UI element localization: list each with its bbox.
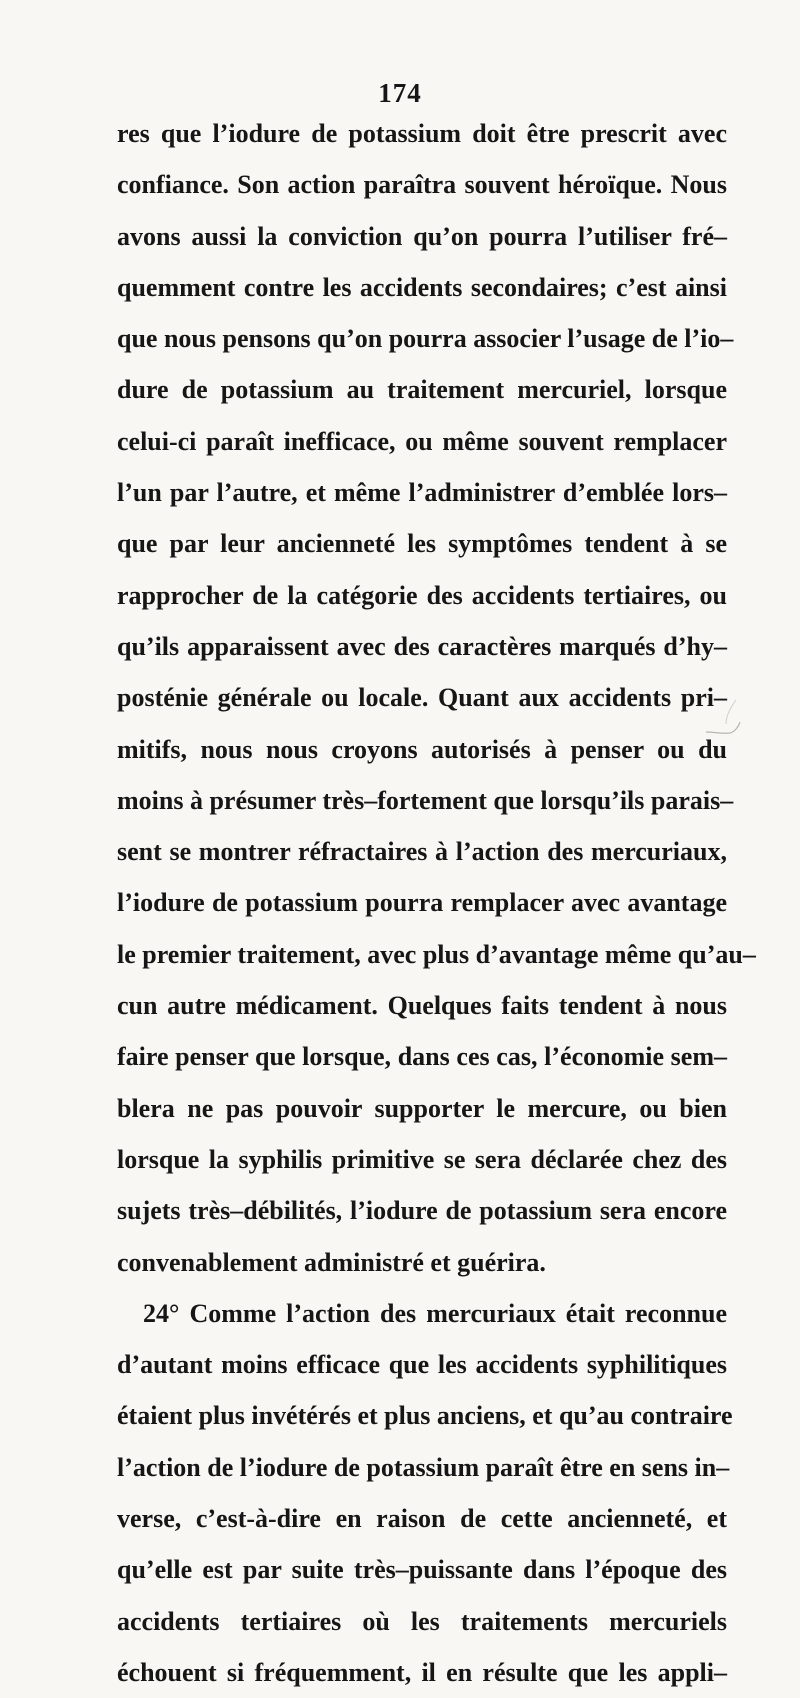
text-line: mitifs, nous nous croyons autorisés à penser ou du <box>117 734 727 764</box>
text-line: res que l’iodure de potassium doit être prescrit avec <box>117 119 727 148</box>
text-line: dure de potassium au traitement mercuriel, lorsque <box>117 375 727 405</box>
body-text <box>117 108 756 1698</box>
text-line: lorsque la syphilis primitive se sera déclarée chez des <box>117 1144 727 1174</box>
text-line: blera ne pas pouvoir supporter le mercure, ou bien <box>117 1093 727 1123</box>
text-line: convenablement administré et guérira. <box>117 1247 546 1277</box>
text-line: qu’ils apparaissent avec des caractères marqués d’hy– <box>117 631 727 661</box>
text-line: sent se montrer réfractaires à l’action des mercuriaux, <box>117 837 727 867</box>
text-line: échouent si fréquemment, il en résulte que les appli– <box>117 1657 727 1687</box>
text-line: étaient plus invétérés et plus anciens, et qu’au contraire <box>117 1401 733 1431</box>
text-line: cun autre médicament. Quelques faits tendent à nous <box>117 991 727 1021</box>
text-line: 24° Comme l’action des mercuriaux était reconnue <box>143 1298 727 1328</box>
text-line: que nous pensons qu’on pourra associer l’usage de l’io– <box>117 324 734 354</box>
text-line: accidents tertiaires où les traitements mercuriels <box>117 1606 727 1636</box>
margin-pencil-mark <box>704 688 744 748</box>
text-line: moins à présumer très–fortement que lorsqu’ils parais– <box>117 785 734 815</box>
text-line: quemment contre les accidents secondaires; c’est ainsi <box>117 272 727 302</box>
text-line: d’autant moins efficace que les accidents syphilitiques <box>117 1350 727 1380</box>
text-line: que par leur ancienneté les symptômes tendent à se <box>117 529 727 559</box>
text-line: le premier traitement, avec plus d’avantage même qu’au– <box>117 939 756 969</box>
text-line: l’iodure de potassium pourra remplacer avec avantage <box>117 888 727 918</box>
page-number: 174 <box>378 78 422 108</box>
text-line: l’action de l’iodure de potassium paraît être en sens in– <box>117 1452 730 1482</box>
text-line: sujets très–débilités, l’iodure de potassium sera encore <box>117 1196 727 1226</box>
text-line: rapprocher de la catégorie des accidents tertiaires, ou <box>117 580 727 610</box>
text-line: faire penser que lorsque, dans ces cas, l’économie sem– <box>117 1042 727 1072</box>
text-line: l’un par l’autre, et même l’administrer d’emblée lors– <box>117 478 727 508</box>
text-line: celui-ci paraît inefficace, ou même souvent remplacer <box>117 426 727 456</box>
text-line: posténie générale ou locale. Quant aux accidents pri– <box>117 683 727 713</box>
text-line: verse, c’est-à-dire en raison de cette ancienneté, et <box>117 1504 727 1534</box>
text-line: avons aussi la conviction qu’on pourra l’utiliser fré– <box>117 221 727 251</box>
text-line: qu’elle est par suite très–puissante dans l’époque des <box>117 1555 727 1585</box>
text-line: confiance. Son action paraîtra souvent héroïque. Nous <box>117 170 727 200</box>
